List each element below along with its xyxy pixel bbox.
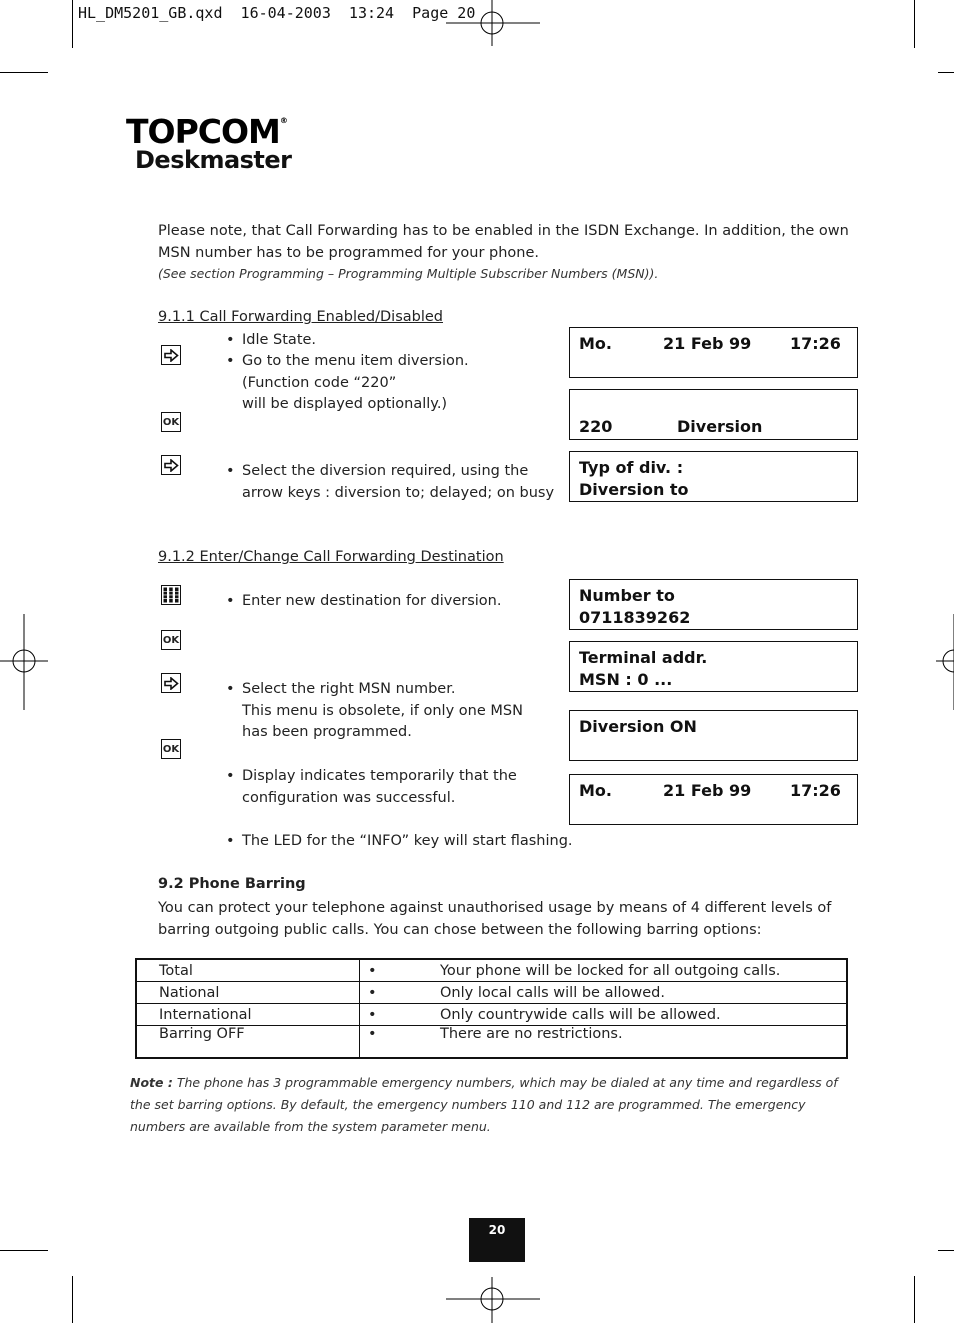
bullet: •: [360, 982, 441, 1004]
list-item: • Display indicates temporarily that the configuration was successful.: [226, 768, 517, 806]
intro-reference-note: (See section Programming – Programming Multiple Subscriber Numbers (MSN)).: [158, 266, 659, 281]
arrow-key-icon: [161, 673, 181, 693]
lcd-display-number-to: Number to 0711839262: [569, 579, 858, 630]
lcd-display-diversion-on: Diversion ON: [569, 710, 858, 761]
crop-mark: [72, 1276, 73, 1323]
note-label: Note :: [130, 1075, 173, 1090]
crop-mark: [938, 1250, 954, 1251]
note-text: The phone has 3 programmable emergency numbers, which may be dialed at any time and regardless of the set barring options. By default, the emergency numbers 110 and 112 are programmed. The emergency numbers are available from the system parameter menu.: [130, 1075, 838, 1134]
list-item: • Select the diversion required, using the arrow keys : diversion to; delayed; on busy: [226, 463, 555, 501]
list-item: • Go to the menu item diversion. (Function code “220” will be displayed optionally.): [226, 353, 469, 412]
lcd-display-idle: Mo. 21 Feb 99 17:26: [569, 774, 858, 825]
lcd-display-idle: Mo. 21 Feb 99 17:26: [569, 327, 858, 378]
bullet: •: [368, 1026, 377, 1042]
ok-key-icon: OK: [161, 739, 181, 759]
page-number: 20: [469, 1218, 525, 1262]
registration-mark-icon: [0, 614, 48, 710]
table-row: [136, 1026, 847, 1059]
table-row: [136, 1004, 847, 1026]
arrow-key-icon: [161, 345, 181, 365]
section-912-heading: 9.1.2 Enter/Change Call Forwarding Destination: [158, 549, 504, 565]
product-name: Deskmaster: [135, 146, 292, 174]
intro-text: Please note, that Call Forwarding has to be enabled in the ISDN Exchange. In addition, the own MSN number has to be programmed for your phone.: [158, 223, 849, 261]
list-item: • Select the right MSN number. This menu is obsolete, if only one MSN has been programmed.: [226, 681, 523, 740]
barring-description: Your phone will be locked for all outgoing calls.: [440, 959, 847, 982]
table-row: [136, 959, 847, 982]
list-item: • Enter new destination for diversion.: [226, 593, 502, 609]
barring-description: Only countrywide calls will be allowed.: [440, 1004, 847, 1026]
list-item: • Idle State.: [226, 332, 317, 348]
registration-mark-icon: [446, 1277, 542, 1323]
ok-key-icon: OK: [161, 630, 181, 650]
print-slug: HL_DM5201_GB.qxd 16-04-2003 13:24 Page 20: [78, 4, 476, 22]
emergency-numbers-note: [130, 1072, 850, 1138]
barring-level: National: [136, 982, 360, 1004]
barring-options-table: [135, 958, 848, 1059]
barring-description: Only local calls will be allowed.: [440, 982, 847, 1004]
ok-key-icon: OK: [161, 412, 181, 432]
section-911-heading: 9.1.1 Call Forwarding Enabled/Disabled: [158, 309, 443, 325]
crop-mark: [938, 72, 954, 73]
arrow-key-icon: [161, 455, 181, 475]
registration-mark-icon: [446, 0, 542, 46]
table-row: [136, 982, 847, 1004]
crop-mark: [72, 0, 73, 48]
list-item: • The LED for the “INFO” key will start flashing.: [226, 833, 573, 849]
topcom-logo: TOPCOM®: [126, 112, 287, 151]
lcd-display-type-of-diversion: Typ of div. : Diversion to: [569, 451, 858, 502]
crop-mark: [914, 1276, 915, 1323]
registration-mark-icon: [930, 614, 954, 710]
section-92-text: You can protect your telephone against unauthorised usage by means of 4 different levels of barring outgoing public calls. You can chose between the following barring options:: [158, 900, 832, 938]
barring-level: Barring OFF: [136, 1026, 360, 1059]
lcd-display-terminal-address: Terminal addr. MSN : 0 ...: [569, 641, 858, 692]
bullet: •: [360, 959, 441, 982]
keypad-icon: [161, 585, 181, 605]
bullet: •: [360, 1004, 441, 1026]
section-92-heading: 9.2 Phone Barring: [158, 876, 306, 892]
barring-level: International: [136, 1004, 360, 1026]
barring-level: Total: [136, 959, 360, 982]
crop-mark: [914, 0, 915, 48]
barring-description: There are no restrictions.: [440, 1026, 623, 1042]
crop-mark: [0, 1250, 48, 1251]
crop-mark: [0, 72, 48, 73]
lcd-display-diversion-menu: 220 Diversion: [569, 389, 858, 440]
